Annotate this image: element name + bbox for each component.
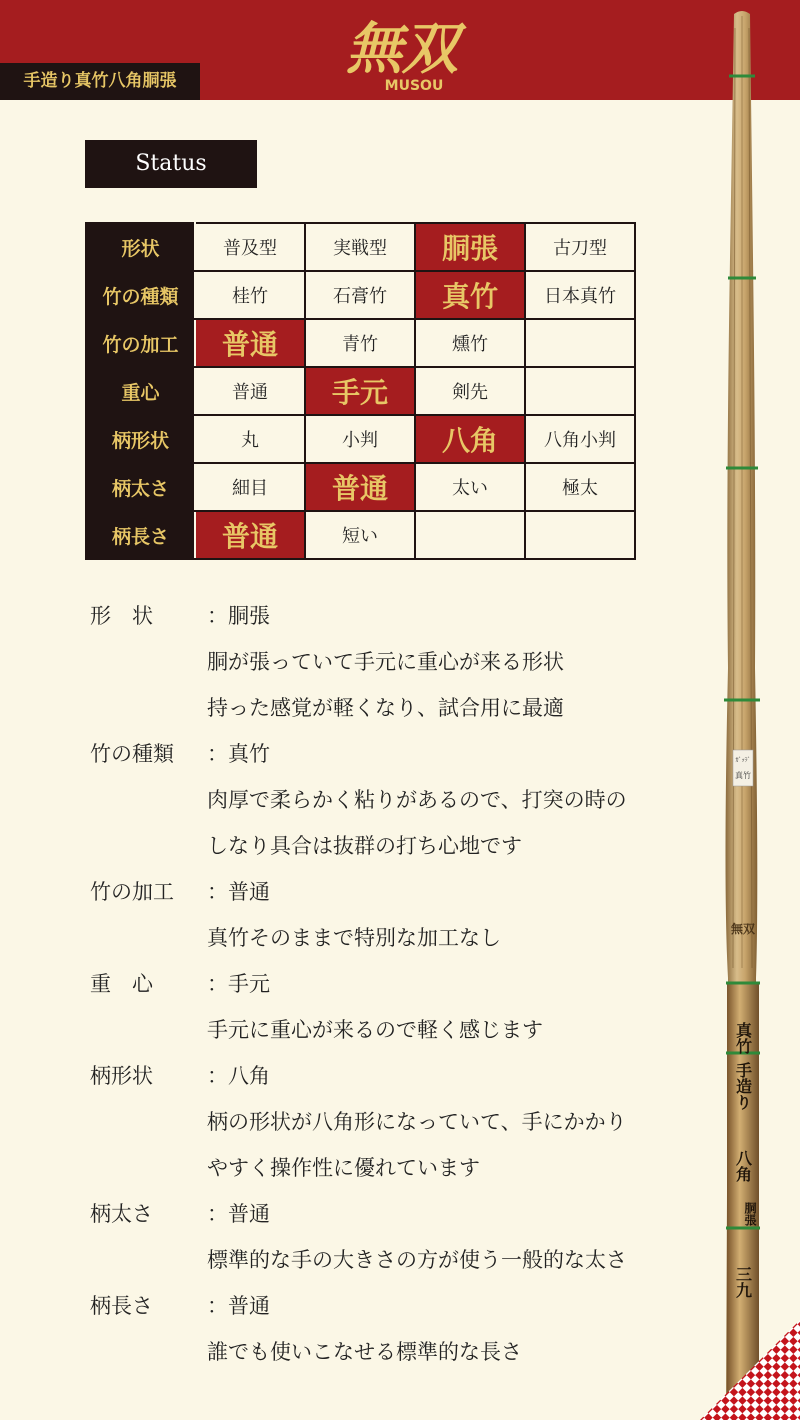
spec-option: 八角小判 bbox=[525, 415, 635, 463]
spec-row bbox=[86, 367, 635, 415]
shinai-tag-line1: ｶﾞｯﾗﾞ bbox=[735, 757, 751, 764]
spec-option: 極太 bbox=[525, 463, 635, 511]
description-text: 真竹そのままで特別な加工なし bbox=[207, 926, 501, 950]
description-text: 柄の形状が八角形になっていて、手にかかり bbox=[207, 1110, 627, 1134]
spec-table bbox=[85, 222, 636, 560]
spec-option: 剣先 bbox=[415, 367, 525, 415]
description-value: ：普通 bbox=[207, 1202, 270, 1226]
description-label: 竹の種類 bbox=[90, 742, 174, 766]
description-text: 持った感覚が軽くなり、試合用に最適 bbox=[207, 696, 564, 720]
spec-option-selected: 普通 bbox=[195, 511, 305, 559]
spec-option-selected: 真竹 bbox=[415, 271, 525, 319]
spec-row-label: 柄形状 bbox=[86, 415, 195, 463]
shinai-image bbox=[712, 8, 772, 1418]
description-value: ：普通 bbox=[207, 880, 270, 904]
description-list bbox=[90, 598, 700, 1380]
description-text: しなり具合は抜群の打ち心地です bbox=[207, 834, 522, 858]
spec-option: 太い bbox=[415, 463, 525, 511]
spec-option-selected: 普通 bbox=[195, 319, 305, 367]
shinai-tag-line2: 真竹 bbox=[735, 771, 751, 780]
description-text: 手元に重心が来るので軽く感じます bbox=[207, 1018, 543, 1042]
description-heading bbox=[90, 1196, 700, 1242]
description-value: ：胴張 bbox=[207, 604, 270, 628]
spec-option bbox=[525, 367, 635, 415]
description-line bbox=[90, 690, 700, 736]
description-line bbox=[90, 1012, 700, 1058]
checker-pattern bbox=[700, 1320, 800, 1420]
spec-row-label: 重心 bbox=[86, 367, 195, 415]
spec-option: 古刀型 bbox=[525, 223, 635, 271]
description-line bbox=[90, 1104, 700, 1150]
spec-option: 桂竹 bbox=[195, 271, 305, 319]
description-value: ：手元 bbox=[207, 972, 270, 996]
spec-option-selected: 八角 bbox=[415, 415, 525, 463]
spec-option bbox=[525, 319, 635, 367]
description-line bbox=[90, 1242, 700, 1288]
description-line bbox=[90, 920, 700, 966]
spec-option-selected: 普通 bbox=[305, 463, 415, 511]
status-title: Status bbox=[85, 140, 257, 188]
description-text: 肉厚で柔らかく粘りがあるので、打突の時の bbox=[207, 788, 627, 812]
spec-option: 石膏竹 bbox=[305, 271, 415, 319]
description-heading bbox=[90, 966, 700, 1012]
spec-row-label: 形状 bbox=[86, 223, 195, 271]
shinai-line3: 八角 bbox=[733, 1150, 753, 1182]
description-line bbox=[90, 644, 700, 690]
spec-row-label: 竹の種類 bbox=[86, 271, 195, 319]
description-value: ：真竹 bbox=[207, 742, 270, 766]
shinai-brand: 無双 bbox=[730, 922, 756, 936]
description-label: 柄形状 bbox=[90, 1064, 153, 1088]
spec-option: 日本真竹 bbox=[525, 271, 635, 319]
spec-option bbox=[415, 511, 525, 559]
description-heading bbox=[90, 874, 700, 920]
spec-option: 短い bbox=[305, 511, 415, 559]
description-line bbox=[90, 782, 700, 828]
spec-row bbox=[86, 319, 635, 367]
description-heading bbox=[90, 598, 700, 644]
spec-row-label: 柄太さ bbox=[86, 463, 195, 511]
spec-row-label: 竹の加工 bbox=[86, 319, 195, 367]
description-label: 柄太さ bbox=[90, 1202, 153, 1226]
spec-option: 青竹 bbox=[305, 319, 415, 367]
description-label: 重 心 bbox=[90, 972, 153, 996]
musou-logo bbox=[322, 8, 482, 96]
description-value: ：八角 bbox=[207, 1064, 270, 1088]
description-text: 胴が張っていて手元に重心が来る形状 bbox=[207, 650, 564, 674]
spec-row bbox=[86, 511, 635, 559]
description-label: 形 状 bbox=[90, 604, 153, 628]
description-label: 柄長さ bbox=[90, 1294, 153, 1318]
spec-option-selected: 胴張 bbox=[415, 223, 525, 271]
spec-row bbox=[86, 223, 635, 271]
spec-option: 小判 bbox=[305, 415, 415, 463]
spec-option: 丸 bbox=[195, 415, 305, 463]
logo-romaji: MUSOU bbox=[384, 78, 444, 94]
description-label: 竹の加工 bbox=[90, 880, 174, 904]
spec-row-label: 柄長さ bbox=[86, 511, 195, 559]
spec-row bbox=[86, 463, 635, 511]
spec-option: 実戦型 bbox=[305, 223, 415, 271]
description-line bbox=[90, 828, 700, 874]
product-label: 手造り真竹八角胴張 bbox=[0, 63, 200, 100]
spec-option-selected: 手元 bbox=[305, 367, 415, 415]
spec-option: 細目 bbox=[195, 463, 305, 511]
spec-row bbox=[86, 271, 635, 319]
description-heading bbox=[90, 1058, 700, 1104]
description-line bbox=[90, 1334, 700, 1380]
shinai-line4: 胴張 bbox=[743, 1202, 757, 1226]
description-line bbox=[90, 1150, 700, 1196]
spec-option: 普及型 bbox=[195, 223, 305, 271]
shinai-line2: 手造り bbox=[733, 1062, 753, 1110]
shinai-line5: 三九 bbox=[733, 1266, 753, 1298]
description-text: 標準的な手の大きさの方が使う一般的な太さ bbox=[207, 1248, 627, 1272]
description-heading bbox=[90, 736, 700, 782]
spec-row bbox=[86, 415, 635, 463]
description-heading bbox=[90, 1288, 700, 1334]
spec-option: 普通 bbox=[195, 367, 305, 415]
spec-option bbox=[525, 511, 635, 559]
shinai-line1: 真竹 bbox=[733, 1022, 753, 1054]
description-text: やすく操作性に優れています bbox=[207, 1156, 480, 1180]
spec-option: 燻竹 bbox=[415, 319, 525, 367]
description-text: 誰でも使いこなせる標準的な長さ bbox=[207, 1340, 522, 1364]
logo-kanji: 無双 bbox=[346, 16, 458, 82]
description-value: ：普通 bbox=[207, 1294, 270, 1318]
